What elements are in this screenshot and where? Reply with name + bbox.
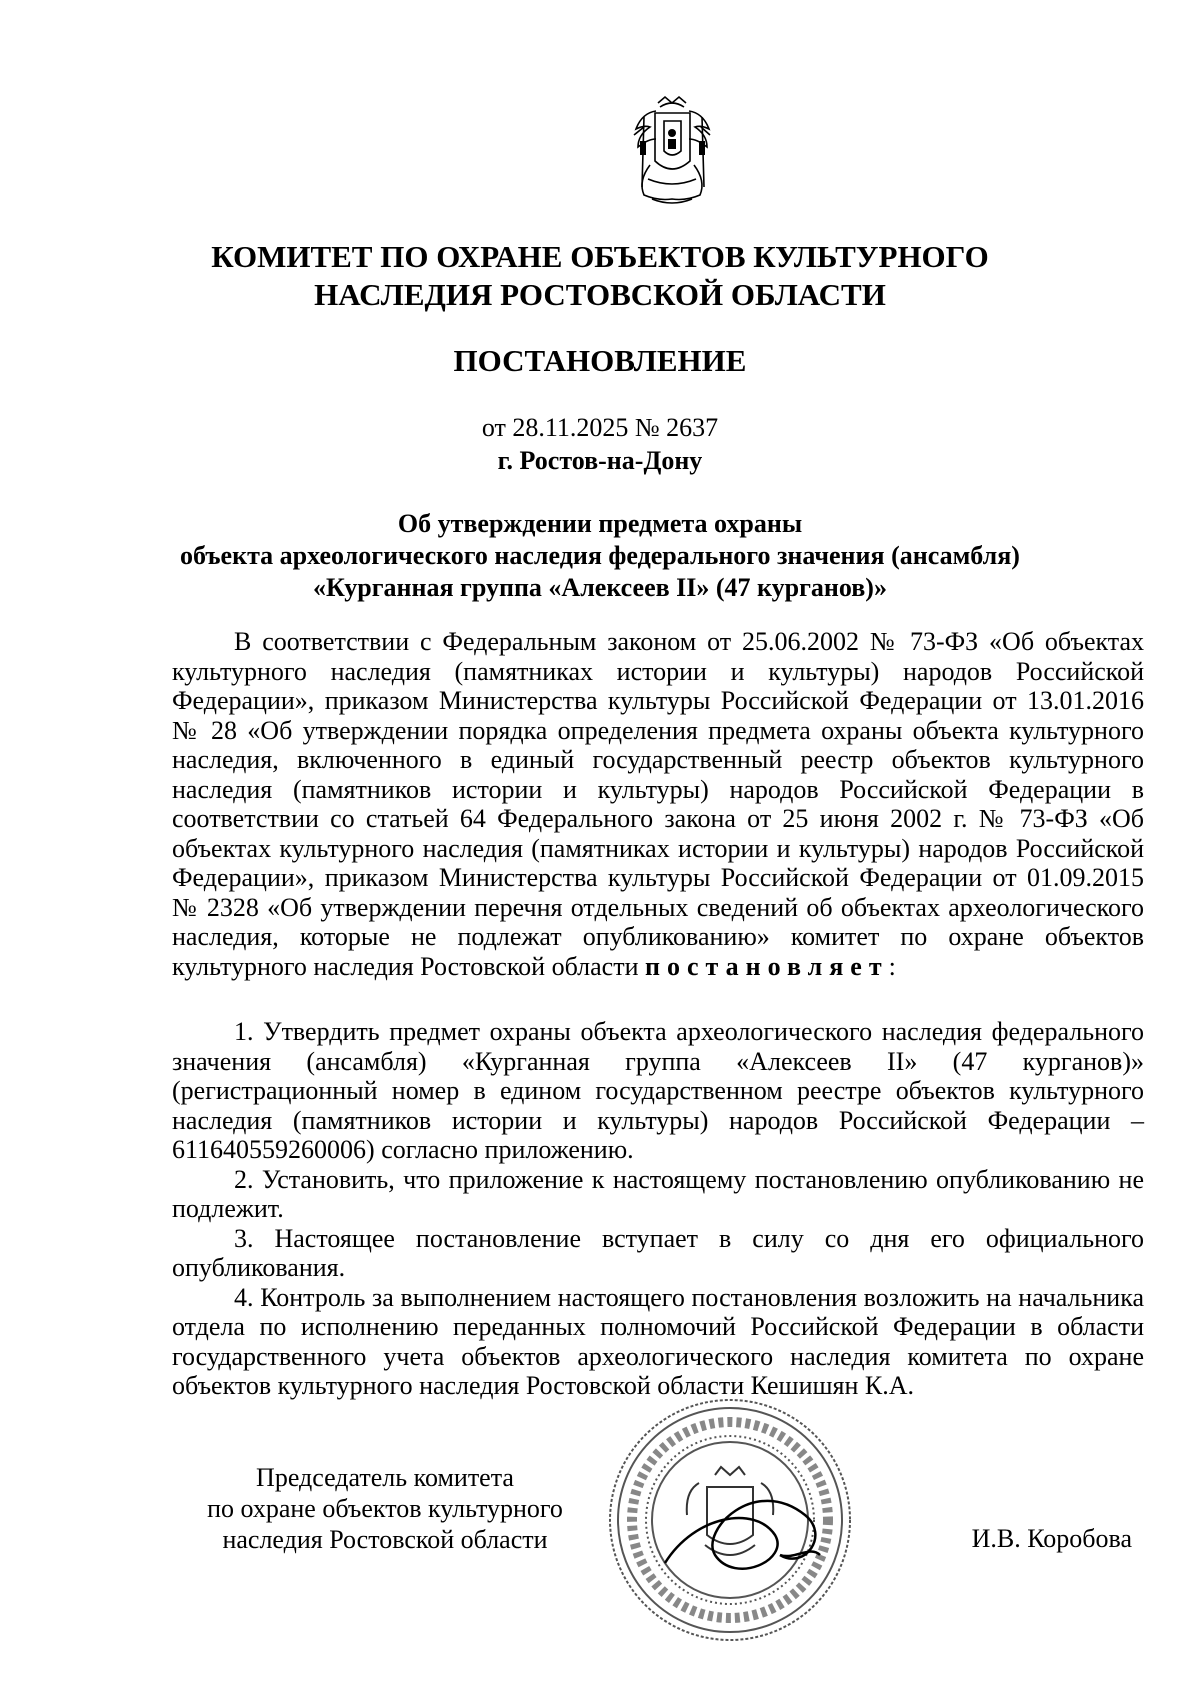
signatory-title <box>170 1462 600 1555</box>
organization-line-2: НАСЛЕДИЯ РОСТОВСКОЙ ОБЛАСТИ <box>314 277 886 312</box>
date-and-number: от 28.11.2025 № 2637 <box>481 413 719 442</box>
official-seal-stamp <box>605 1395 855 1645</box>
organization-line-1: КОМИТЕТ ПО ОХРАНЕ ОБЪЕКТОВ КУЛЬТУРНОГО <box>211 239 989 274</box>
resolution-item-2: 2. Установить, что приложение к настоящему постановлению опубликованию не подлежит. <box>172 1164 1144 1223</box>
signatory-title-line-3: наследия Ростовской области <box>222 1525 548 1554</box>
resolution-item-1: 1. Утвердить предмет охраны объекта археологического наследия федерального значения (ансамбля) «Курганная группа «Алексеев II» (47 курганов)» (регистрационный номер в едином государственном реестре объектов культурного наследия (памятников истории и культуры) народов Российской Федерации – 611640559260006) согласно приложению. <box>172 1017 1144 1164</box>
signatory-name: И.В. Коробова <box>971 1524 1132 1553</box>
preamble-tail: : <box>888 951 896 981</box>
signatory-title-line-2: по охране объектов культурного <box>207 1494 563 1523</box>
preamble-paragraph <box>172 627 1144 981</box>
preamble-text: В соответствии с Федеральным законом от 25.06.2002 № 73-ФЗ «Об объектах культурного наследия (памятниках истории и культуры) народов Российской Федерации», приказом Министерства культуры Российской Федерации от 13.01.2016 № 28 «Об утверждении порядка определения предмета охраны объекта культурного наследия, включенного в единый государственный реестр объектов культурного наследия (памятников истории и культуры) народов Российской Федерации в соответствии со статьей 64 Федерального закона от 25 июня 2002 г. № 73-ФЗ «Об объектах культурного наследия (памятниках истории и культуры) народов Российской Федерации», приказом Министерства культуры Российской Федерации от 01.09.2015 № 2328 «Об утверждении перечня отдельных сведений об объектах археологического наследия, которые не подлежат опубликованию» комитет по охране объектов культурного наследия Ростовской области <box>172 627 1144 981</box>
signatory-title-line-1: Председатель комитета <box>256 1463 514 1492</box>
subject-line-3: «Курганная группа «Алексеев II» (47 курганов)» <box>313 573 887 602</box>
subject-line-2: объекта археологического наследия федерального значения (ансамбля) <box>180 541 1020 570</box>
document-type: ПОСТАНОВЛЕНИЕ <box>453 343 747 378</box>
city: г. Ростов-на-Дону <box>497 446 703 475</box>
coat-of-arms-emblem <box>620 95 725 210</box>
resolution-item-3: 3. Настоящее постановление вступает в силу со дня его официального опубликования. <box>172 1223 1144 1282</box>
subject-line-1: Об утверждении предмета охраны <box>397 509 803 538</box>
document-subject <box>150 508 1050 604</box>
document-body <box>172 627 1144 1401</box>
decree-word: постановляет <box>645 951 889 981</box>
resolution-item-4: 4. Контроль за выполнением настоящего постановления возложить на начальника отдела по исполнению переданных полномочий Российской Федерации в области государственного учета объектов археологического наследия комитета по охране объектов культурного наследия Ростовской области Кешишян К.А. <box>172 1282 1144 1400</box>
organization-name <box>0 238 1200 314</box>
